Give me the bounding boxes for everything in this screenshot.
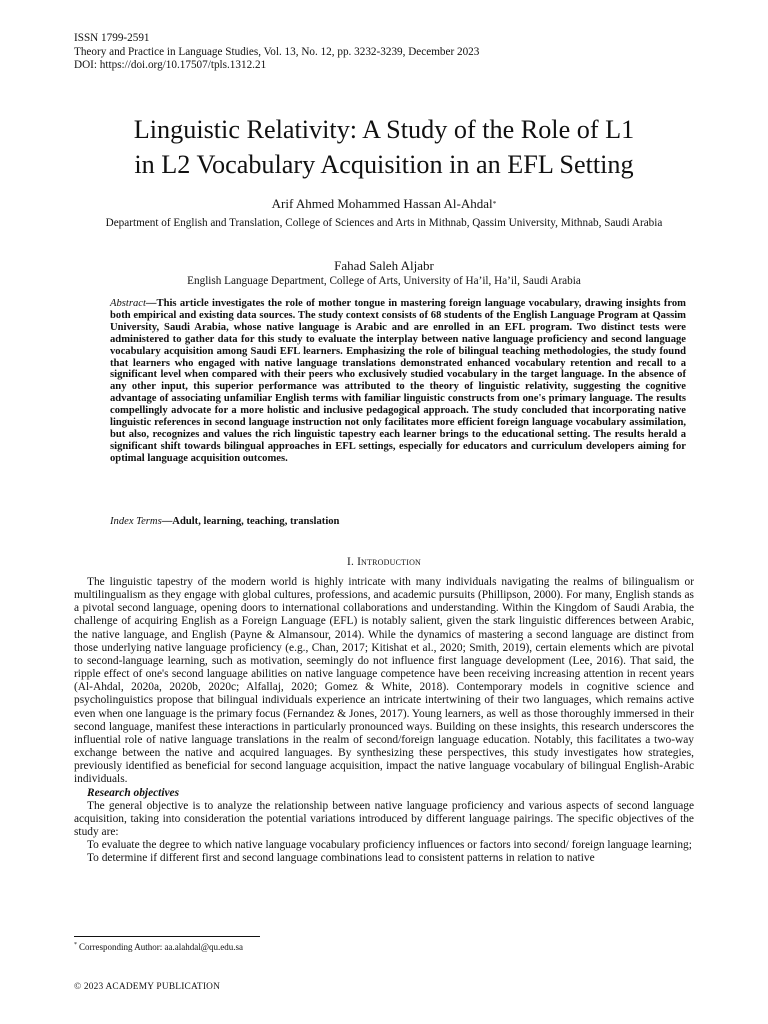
doi-link[interactable]: DOI: https://doi.org/10.17507/tpls.1312.21 (74, 59, 267, 72)
index-terms-text: Adult, learning, teaching, translation (172, 516, 340, 527)
body-paragraph-2: The general objective is to analyze the relationship between native language proficiency and various aspects of second language acquisition, taking into consideration the potential variations introduced by different language pairings. The specific objectives of the study are: (74, 799, 694, 838)
abstract-text: This article investigates the role of mother tongue in mastering foreign language vocabulary, drawing insights from both empirical and existing data sources. The study context consists of 68 students of the English Language Program at Qassim University, Saudi Arabia, whose native language is Arabic and are enrolled in an EFL program. Two distinct tests were administered to gather data for this study to evaluate the interplay between native language proficiency and second language vocabulary acquisition among Saudi EFL learners. Emphasizing the role of bilingual teaching methodologies, the study found that learners who engaged with native language translations demonstrated enhanced vocabulary retention and recall to a significant level when compared with their peers who exclusively studied vocabulary in the target language. In the absence of any other input, this superior performance was attributed to the theory of linguistic relativity, suggesting the cognitive advantage of associating unfamiliar English terms with familiar linguistic constructs from one's primary language. The results compellingly advocate for a more holistic and inclusive pedagogical approach. The study concluded that incorporating native linguistic references in second language instruction not only facilitates more efficient foreign language vocabulary assimilation, but also, recognizes and values the rich linguistic tapestry each learner brings to the educational setting. The results herald a significant shift towards bilingual approaches in EFL settings, especially for educators and curriculum developers aiming for optimal language acquisition outcomes. (110, 298, 686, 464)
index-terms (110, 516, 686, 527)
journal-citation: Theory and Practice in Language Studies, Vol. 13, No. 12, pp. 3232-3239, December 2023 (74, 45, 480, 58)
author-1-affiliation: Department of English and Translation, College of Sciences and Arts in Mithnab, Qassim University, Mithnab, Saudi Arabia (105, 217, 663, 229)
title-line-1: Linguistic Relativity: A Study of the Role of L1 (133, 115, 635, 144)
journal-masthead (74, 32, 479, 73)
footnote-rule (74, 936, 260, 937)
body-paragraph-4: To determine if different first and second language combinations lead to consistent patterns in relation to native (87, 852, 595, 865)
abstract (110, 298, 686, 465)
author-1-name: Arif Ahmed Mohammed Hassan Al-Ahdal* (271, 196, 497, 211)
abstract-label: Abstract (110, 298, 146, 309)
index-terms-label: Index Terms (110, 516, 162, 527)
body-paragraph-1: The linguistic tapestry of the modern world is highly intricate with many individuals navigating the realms of bilingualism or multilingualism as they engage with global cultures, professions, and academic pursuits (Phillipson, 2000). For many, English stands as a pivotal second language, opening doors to international collaborations and understanding. Within the Kingdom of Saudi Arabia, the challenge of acquiring English as a Foreign Language (EFL) is notably salient, given the stark linguistic differences between Arabic, the native language, and English (Payne & Almansour, 2014). While the dynamics of mastering a second language are distinct from those underlying native language proficiency (e.g., Chan, 2017; Kitishat et al., 2020; Smith, 2019), certain elements which are pivotal to second-language learning, such as motivation, seemingly do not influence first language development (Lee, 2016). That said, the ripple effect of one's second language abilities on native language competence have been receiving increasing attention in recent years (Al-Ahdal, 2020a, 2020b, 2020c; Alfallaj, 2020; Gomez & White, 2018). Contemporary models in cognitive science and psycholinguistics propose that bilingual individuals experience an intricate intertwining of their two languages, which remains active even when one language is the primary focus (Fernandez & Jones, 2017). Young learners, as well as those thoroughly immersed in their second language, manifest these interactions in particularly pronounced ways. Building on these insights, this research underscores the influential role of native language translations in the realm of second/foreign language education. Notably, this facilitates a two-way exchange between the native and acquired languages. By synthesizing these perspectives, this study investigates how strategies, previously identified as beneficial for second language acquisition, impact the native language vocabulary of bilingual English-Arabic individuals. (74, 576, 694, 786)
footnote-marker: * (74, 942, 77, 948)
footnote (74, 942, 243, 952)
paper-title (40, 112, 728, 182)
footnote-text: Corresponding Author: aa.alahdal@qu.edu.sa (79, 942, 243, 952)
body-text (74, 576, 694, 865)
author-2-name: Fahad Saleh Aljabr (334, 258, 434, 273)
section-title: Introduction (357, 556, 422, 568)
subheading-research-objectives: Research objectives (87, 786, 180, 799)
index-terms-dash: — (161, 516, 173, 527)
title-line-2: in L2 Vocabulary Acquisition in an EFL Setting (134, 150, 634, 179)
abstract-dash: — (145, 298, 157, 309)
section-number: I. (346, 556, 358, 568)
corresponding-marker: * (492, 199, 497, 208)
body-paragraph-3: To evaluate the degree to which native language vocabulary proficiency influences or factors into second/ foreign language learning; (87, 839, 692, 852)
section-heading-introduction (74, 556, 694, 568)
copyright-footer: © 2023 ACADEMY PUBLICATION (74, 982, 221, 992)
issn: ISSN 1799-2591 (74, 32, 150, 44)
author-2-affiliation: English Language Department, College of Arts, University of Ha’il, Ha’il, Saudi Arabia (187, 275, 581, 287)
